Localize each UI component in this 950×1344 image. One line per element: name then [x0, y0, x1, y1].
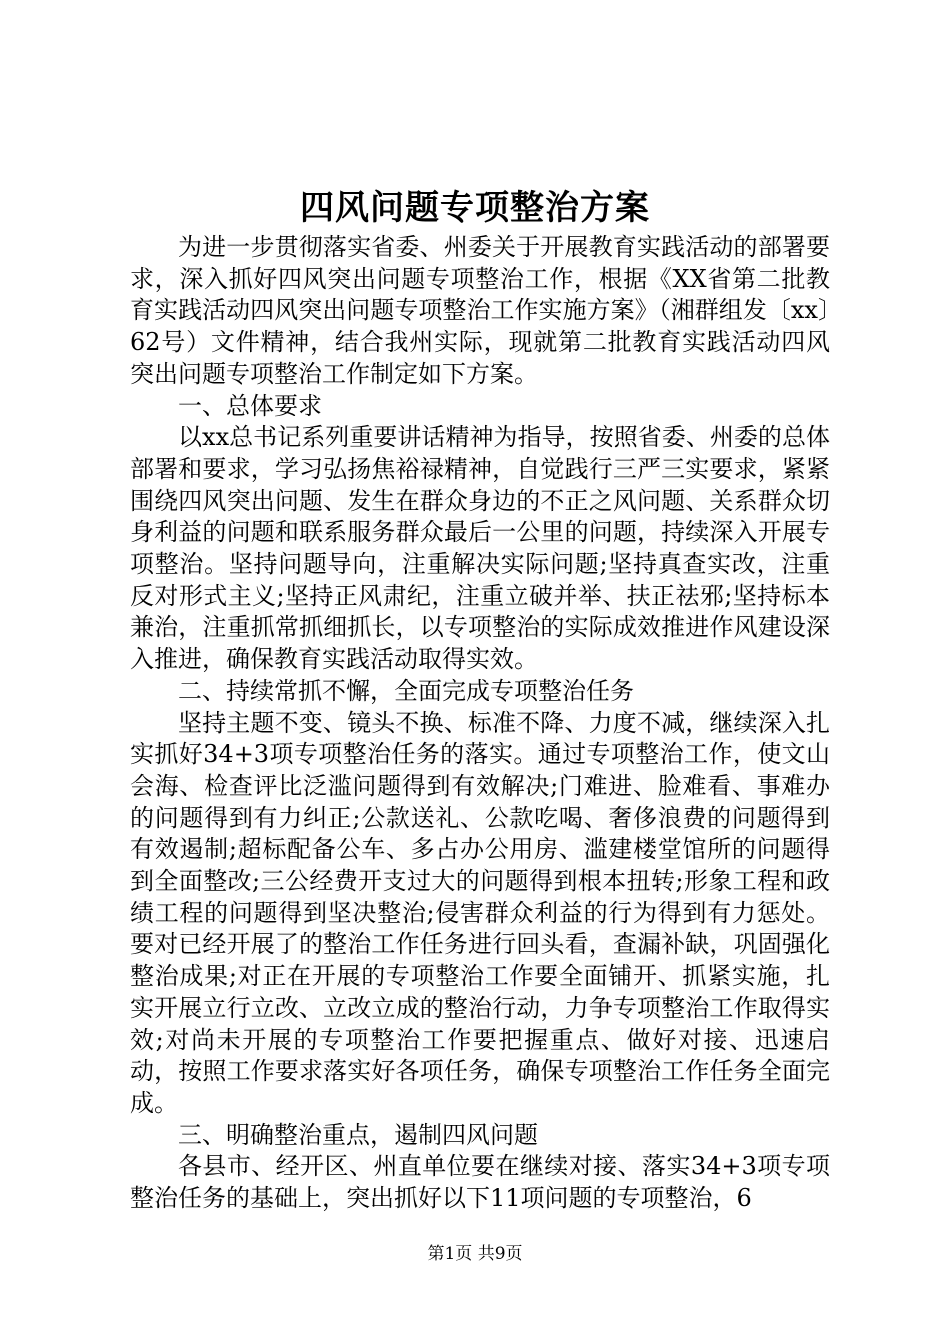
section-heading-2: 二、持续常抓不懈，全面完成专项整治任务 — [178, 676, 634, 705]
section-2-paragraph: 坚持主题不变、镜头不换、标准不降、力度不减，继续深入扎实抓好34+3项专项整治任务的落实。通过专项整治工作，使文山会海、检查评比泛滥问题得到有效解决;门难进、脸难看、事难办的问题得到有力纠正;公款送礼、公款吃喝、奢侈浪费的问题得到有效遏制;超标配备公车、多占办公用房、滥建楼堂馆所的问题得到全面整改;三公经费开支过大的问题得到根本扭转;形象工程和政绩工程的问题得到坚决整治;侵害群众利益的行为得到有力惩处。要对已经开展了的整治工作任务进行回头看，查漏补缺，巩固强化整治成果;对正在开展的专项整治工作要全面铺开、抓紧实施，扎实开展立行立改、立改立成的整治行动，力争专项整治工作取得实效;对尚未开展的专项整治工作要把握重点、做好对接、迅速启动，按照工作要求落实好各项任务，确保专项整治工作任务全面完成。 — [130, 708, 830, 1117]
document-body — [130, 232, 830, 1215]
section-heading-1: 一、总体要求 — [178, 391, 322, 420]
intro-paragraph: 为进一步贯彻落实省委、州委关于开展教育实践活动的部署要求，深入抓好四风突出问题专项整治工作，根据《XX省第二批教育实践活动四风突出问题专项整治工作实施方案》（湘群组发〔xx〕62号）文件精神，结合我州实际，现就第二批教育实践活动四风突出问题专项整治工作制定如下方案。 — [130, 233, 830, 388]
section-heading-3: 三、明确整治重点，遏制四风问题 — [178, 1120, 538, 1149]
section-3-paragraph: 各县市、经开区、州直单位要在继续对接、落实34+3项专项整治任务的基础上，突出抓好以下11项问题的专项整治，6 — [130, 1152, 830, 1213]
section-1-paragraph: 以xx总书记系列重要讲话精神为指导，按照省委、州委的总体部署和要求，学习弘扬焦裕禄精神，自觉践行三严三实要求，紧紧围绕四风突出问题、发生在群众身边的不正之风问题、关系群众切身利益的问题和联系服务群众最后一公里的问题，持续深入开展专项整治。坚持问题导向，注重解决实际问题;坚持真查实改，注重反对形式主义;坚持正风肃纪，注重立破并举、扶正祛邪;坚持标本兼治，注重抓常抓细抓长，以专项整治的实际成效推进作风建设深入推进，确保教育实践活动取得实效。 — [130, 423, 830, 674]
document-title: 四风问题专项整治方案 — [300, 188, 650, 228]
page-number-footer: 第1页 共9页 — [427, 1244, 523, 1264]
